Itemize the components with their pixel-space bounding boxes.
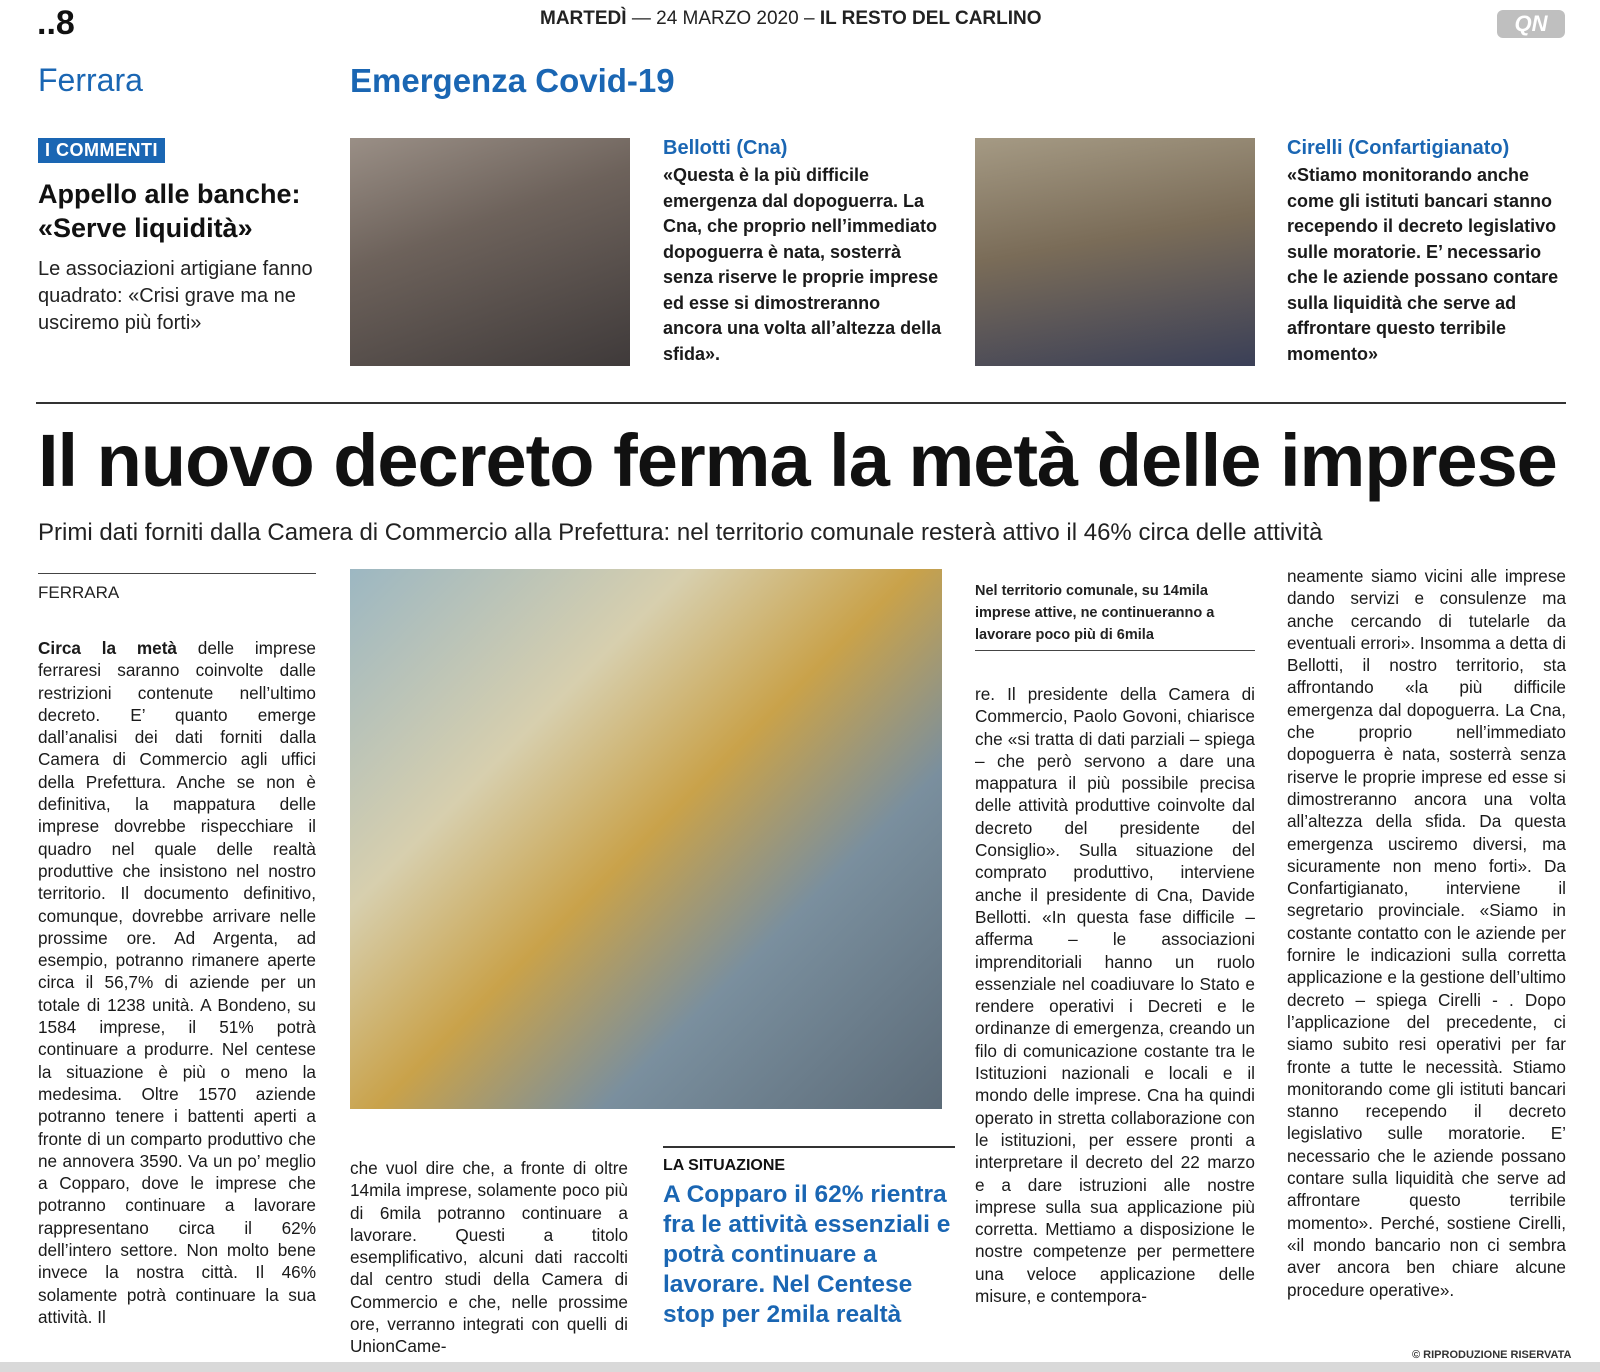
masthead-line: [540, 8, 1042, 30]
caption-rule: [975, 650, 1255, 651]
rights-notice: © RIPRODUZIONE RISERVATA: [1412, 1349, 1572, 1361]
photo-caption: Nel territorio comunale, su 14mila imprese attive, ne continueranno a lavorare poco più di 6mila: [975, 583, 1215, 643]
dateline-rule: [38, 573, 316, 574]
masthead-date: 24 MARZO 2020: [656, 8, 799, 29]
situation-text: A Copparo il 62% rientra fra le attività essenziali e potrà continuare a lavorare. Nel Centese stop per 2mila realtà: [663, 1181, 951, 1328]
lead-in: Circa la metà: [38, 638, 177, 658]
situation-rule: [663, 1146, 955, 1148]
column-4-text: neamente siamo vicini alle imprese dando servizi e consulenze ma anche cercando di tutelarle da eventuali errori». Insomma a detta di Bellotti, il nostro territorio, sta affrontando «la più difficile emergenza dal dopoguerra. La Cna, che proprio nell’immediato dopoguerra è nata, sosterrà senza riserve le proprie imprese ed esse si dimostreranno ancora una volta all’altezza della sfida. Da questa emergenza usciremo diversi, ma sicuramente non meno forti». Da Confartigianato, interviene il segretario provinciale. «Siamo in costante contatto con le aziende per fornire le indicazioni sulla corretta applicazione e la gestione dell’ultimo decreto – spiega Cirelli - . Dopo l’applicazione del precedente, ci siamo subito resi operativi per far fronte a tutte le necessità. Stiamo monitorando come gli istituti bancari stanno recependo il decreto legislativo sulle moratorie. E’ necessario che le aziende possano contare sulla liquidità che serve ad affrontare questo terribile momento». Perché, sostiene Cirelli, «il mondo bancario non ci sembra aver ancora ben chiare alcune procedure operative».: [1287, 566, 1566, 1300]
masthead-weekday: MARTEDÌ: [540, 8, 627, 29]
column-2-text: che vuol dire che, a fronte di oltre 14mila imprese, solamente poco più di 6mila potranno continuare a lavorare. Questi a titolo esemplificativo, alcuni dati raccolti dal centro studi della Camera di Commercio e che, nelle prossime ore, verranno integrati con quelli di UnionCame-: [350, 1158, 628, 1357]
page-number: ..8: [37, 4, 75, 42]
quote2-name: Cirelli (Confartigianato): [1287, 137, 1510, 159]
masthead-newspaper: IL RESTO DEL CARLINO: [819, 8, 1042, 29]
comments-tag: I COMMENTI: [38, 138, 165, 163]
bellotti-photo: [350, 138, 630, 366]
masthead-dash: –: [803, 8, 815, 29]
quote2-text: «Stiamo monitorando anche come gli istituti bancari stanno recependo il decreto legislativo sulle moratorie. E’ necessario che le aziende possano contare sulla liquidità che serve ad affrontare questo terribile momento»: [1287, 165, 1559, 364]
qn-logo: QN: [1497, 10, 1565, 38]
column-3-text: re. Il presidente della Camera di Commercio, Paolo Govoni, chiarisce che «si tratta di dati parziali – spiega – che però servono a dare una mappatura il più possibile precisa delle attività produttive coinvolte dal decreto del presidente del Consiglio». Sulla situazione del comprato produttivo, interviene anche il presidente di Cna, Davide Bellotti. «In questa fase difficile – afferma – le associazioni imprenditoriali hanno un ruolo essenziale nel coadiuvare lo Stato e rendere operativi i Decreti e le ordinanze di emergenza, creando un filo di comunicazione costante tra le Istituzioni nazionali e locali e il mondo delle imprese. Cna ha quindi operato in stretta collaborazione con le istituzioni, per essere pronti a interpretare il decreto del 22 marzo e a dare istruzioni alle nostre imprese sulla sua applicazione più corretta. Mettiamo a disposizione le nostre competenze per permettere una veloce applicazione delle misure, e contempora-: [975, 684, 1255, 1307]
quote1-text: «Questa è la più difficile emergenza dal dopoguerra. La Cna, che proprio nell’immediato dopoguerra è nata, sosterrà senza riserve le proprie imprese ed esse si dimostreranno ancora una volta all’altezza della sfida».: [663, 165, 942, 364]
comments-title: Appello alle banche: «Serve liquidità»: [38, 179, 301, 243]
quote1-name: Bellotti (Cna): [663, 137, 788, 159]
cirelli-photo: [975, 138, 1255, 366]
section-title: Emergenza Covid-19: [350, 62, 675, 99]
comments-summary: Le associazioni artigiane fanno quadrato: «Crisi grave ma ne usciremo più forti»: [38, 258, 313, 334]
column-1-body: delle imprese ferraresi saranno coinvolte dalle restrizioni contenute nell’ultimo decreto. E’ quanto emerge dall’analisi dei dati forniti dalla Camera di Commercio agli uffici della Prefettura. Anche se non è definitiva, la mappatura delle imprese dovrebbe rispecchiare il quadro nel quale delle realtà produttive che insistono nel nostro territorio. Il documento definitivo, comunque, dovrebbe arrivare nelle prossime ore. Ad Argenta, ad esempio, potranno rimanere aperte circa il 56,7% di aziende per un totale di 1238 unità. A Bondeno, su 1584 imprese, il 51% potrà continuare a produrre. Nel centese la situazione è più o meno la medesima. Oltre 1570 aziende potranno tenere i battenti aperti a fronte di un comparto produttivo che ne annovera 3590. Va un po’ meglio a Copparo, dove le imprese che potranno continuare a lavorare rappresentano circa il 62% dell’intero settore. Non molto bene invece la nostra città. Il 46% solamente potrà continuare la sua attività. Il: [38, 638, 316, 1327]
main-photo: [350, 569, 942, 1109]
city-label: Ferrara: [38, 62, 143, 98]
masthead-separator: —: [631, 8, 651, 29]
section-divider: [36, 402, 1566, 404]
article-headline: Il nuovo decreto ferma la metà delle imprese: [38, 419, 1557, 502]
column-1-text: [38, 637, 316, 1328]
dateline: FERRARA: [38, 583, 120, 602]
situation-label: LA SITUAZIONE: [663, 1157, 786, 1174]
bottom-scrollbar[interactable]: [0, 1362, 1600, 1372]
article-subhead: Primi dati forniti dalla Camera di Commercio alla Prefettura: nel territorio comunale resterà attivo il 46% circa delle attività: [38, 519, 1323, 546]
